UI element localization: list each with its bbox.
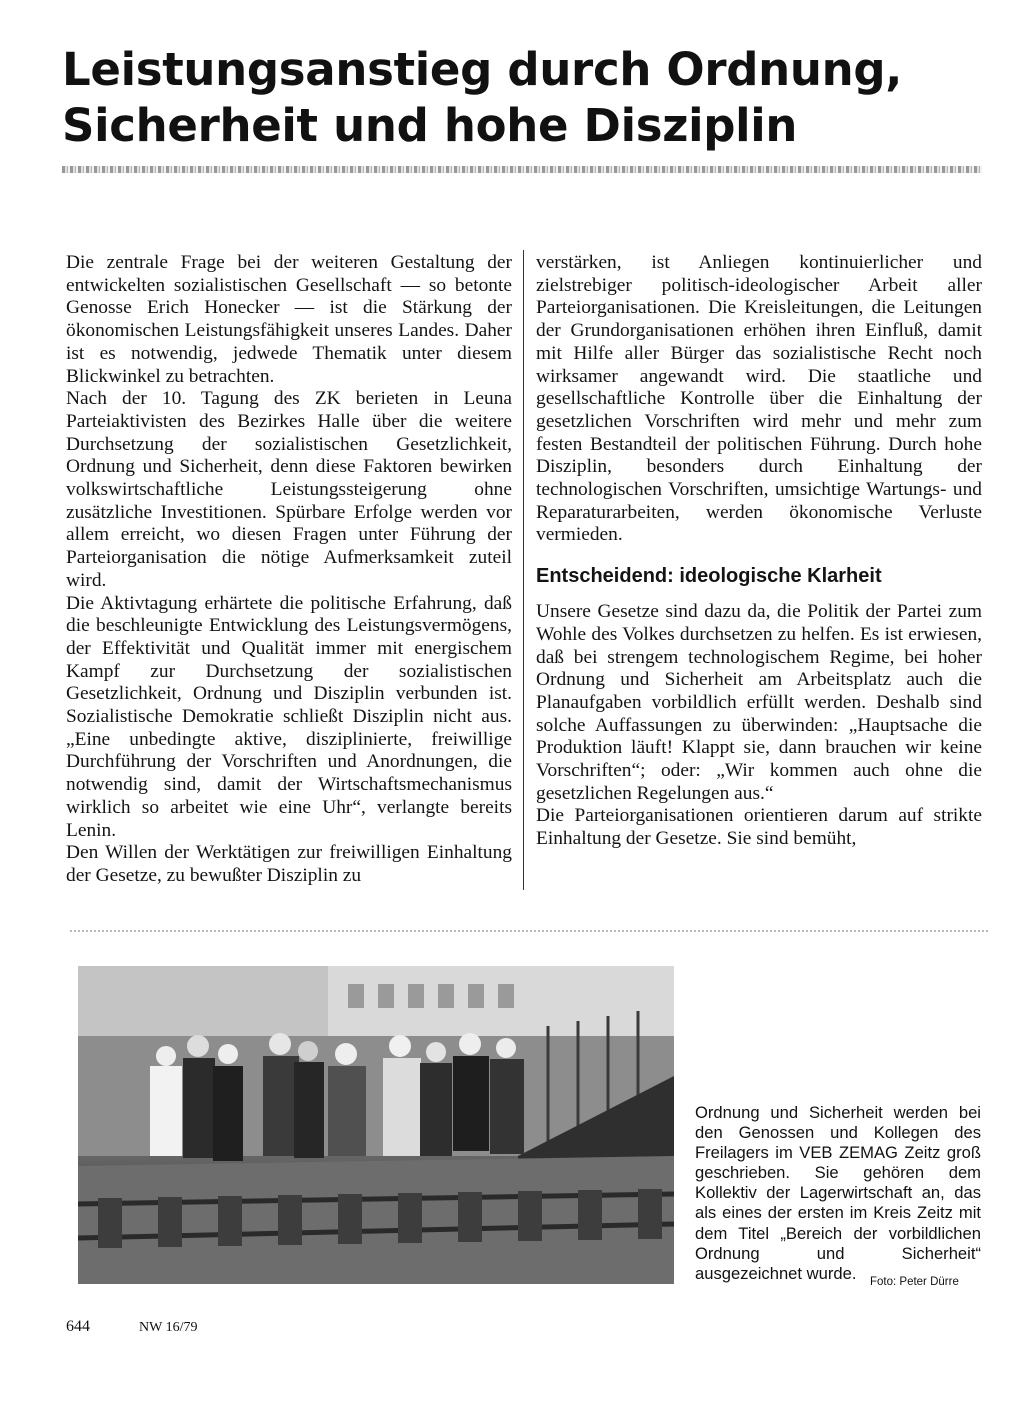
issue-label: NW 16/79 <box>139 1320 198 1335</box>
news-photo-workers-at-rail-yard <box>78 966 674 1284</box>
photo-separator-rule <box>70 930 990 932</box>
paragraph: Die Parteiorganisationen orientieren darum auf strikte Einhaltung der Gesetze. Sie sind bemüht, <box>536 805 982 850</box>
section-subheading: Entscheidend: ideologische Klarheit <box>536 565 882 588</box>
photo-credit: Foto: Peter Dürre <box>870 1276 959 1288</box>
left-column <box>66 252 512 888</box>
column-divider <box>523 250 524 890</box>
page-number: 644 <box>66 1318 90 1335</box>
paragraph: Unsere Gesetze sind dazu da, die Politik der Partei zum Wohle des Volkes durchsetzen zu helfen. Es ist erwiesen, daß bei strengem technologischem Regime, bei hoher Ordnung und Sicherheit am Arbeitsplatz auch die Planaufgaben vorbildlich erfüllt werden. Deshalb sind solche Auffassungen zu überwinden: „Hauptsache die Produktion läuft! Klappt sie, dann brauchen wir keine Vorschriften“; oder: „Wir kommen auch ohne die gesetzlichen Regelungen aus.“ <box>536 601 982 804</box>
headline-rule <box>62 166 982 173</box>
headline-line-2: Sicherheit und hohe Disziplin <box>62 99 798 152</box>
paragraph: Nach der 10. Tagung des ZK berieten in Leuna Parteiaktivisten des Bezirkes Halle über die weitere Durchsetzung der sozialistischen Gesetzlichkeit, Ordnung und Sicherheit, denn diese Faktoren bewirken volkswirtschaftliche Leistungssteigerung ohne zusätzliche Investitionen. Spürbare Erfolge werden vor allem erreicht, wo diesen Fragen unter Führung der Parteiorganisation die nötige Aufmerksamkeit zuteil wird. <box>66 388 512 591</box>
photo-illustration <box>78 966 674 1284</box>
photo-group-of-workers <box>150 1033 524 1161</box>
article-headline <box>62 42 962 154</box>
caption-text: Ordnung und Sicherheit werden bei den Genossen und Kollegen des Freilagers im VEB ZEMAG Zeitz groß geschrieben. Sie gehören dem Kollektiv der Lagerwirtschaft an, das als eines der ersten im Kreis Zeitz mit dem Titel „Bereich der vorbildlichen Ordnung und Sicherheit“ ausgezeichnet wurde. <box>695 1103 981 1283</box>
paragraph: Die Aktivtagung erhärtete die politische Erfahrung, daß die beschleunigte Entwicklung des Leistungsvermögens, der Effektivität und Qualität immer mit energischem Kampf zur Durchsetzung der sozialistischen Gesetzlichkeit, Ordnung und Disziplin verbunden ist. Sozialistische Demokratie schließt Disziplin nicht aus. „Eine unbedingte aktive, disziplinierte, freiwillige Durchführung der Vorschriften und Anordnungen, die notwendig sind, damit der Wirtschaftsmechanismus wirklich so arbeitet wie eine Uhr“, verlangte bereits Lenin. <box>66 592 512 841</box>
paragraph: Den Willen der Werktätigen zur freiwilligen Einhaltung der Gesetze, zu bewußter Disziplin zu <box>66 842 512 886</box>
headline-line-1: Leistungsanstieg durch Ordnung, <box>62 43 903 96</box>
right-column <box>536 252 982 851</box>
photo-caption <box>695 1103 981 1284</box>
paragraph: verstärken, ist Anliegen kontinuierlicher und zielstrebiger politisch-ideologischer Arbeit aller Parteiorganisationen. Die Kreisleitungen, die Leitungen der Grundorganisationen erhöhen ihren Einfluß, damit mit Hilfe aller Bürger das sozialistische Recht noch wirksamer angewandt wird. Die staatliche und gesellschaftliche Kontrolle über die Einhaltung der gesetzlichen Vorschriften wird mehr und mehr zum festen Bestandteil der politischen Führung. Durch hohe Disziplin, besonders durch Einhaltung der technologischen Vorschriften, umsichtige Wartungs- und Reparaturarbeiten, werden ökonomische Verluste vermieden. <box>536 252 982 546</box>
paragraph: Die zentrale Frage bei der weiteren Gestaltung der entwickelten sozialistischen Gesellschaft — so betonte Genosse Erich Honecker — ist die Stärkung der ökonomischen Leistungsfähigkeit unseres Landes. Daher ist es notwendig, jedwede Thematik unter diesem Blickwinkel zu betrachten. <box>66 252 512 387</box>
